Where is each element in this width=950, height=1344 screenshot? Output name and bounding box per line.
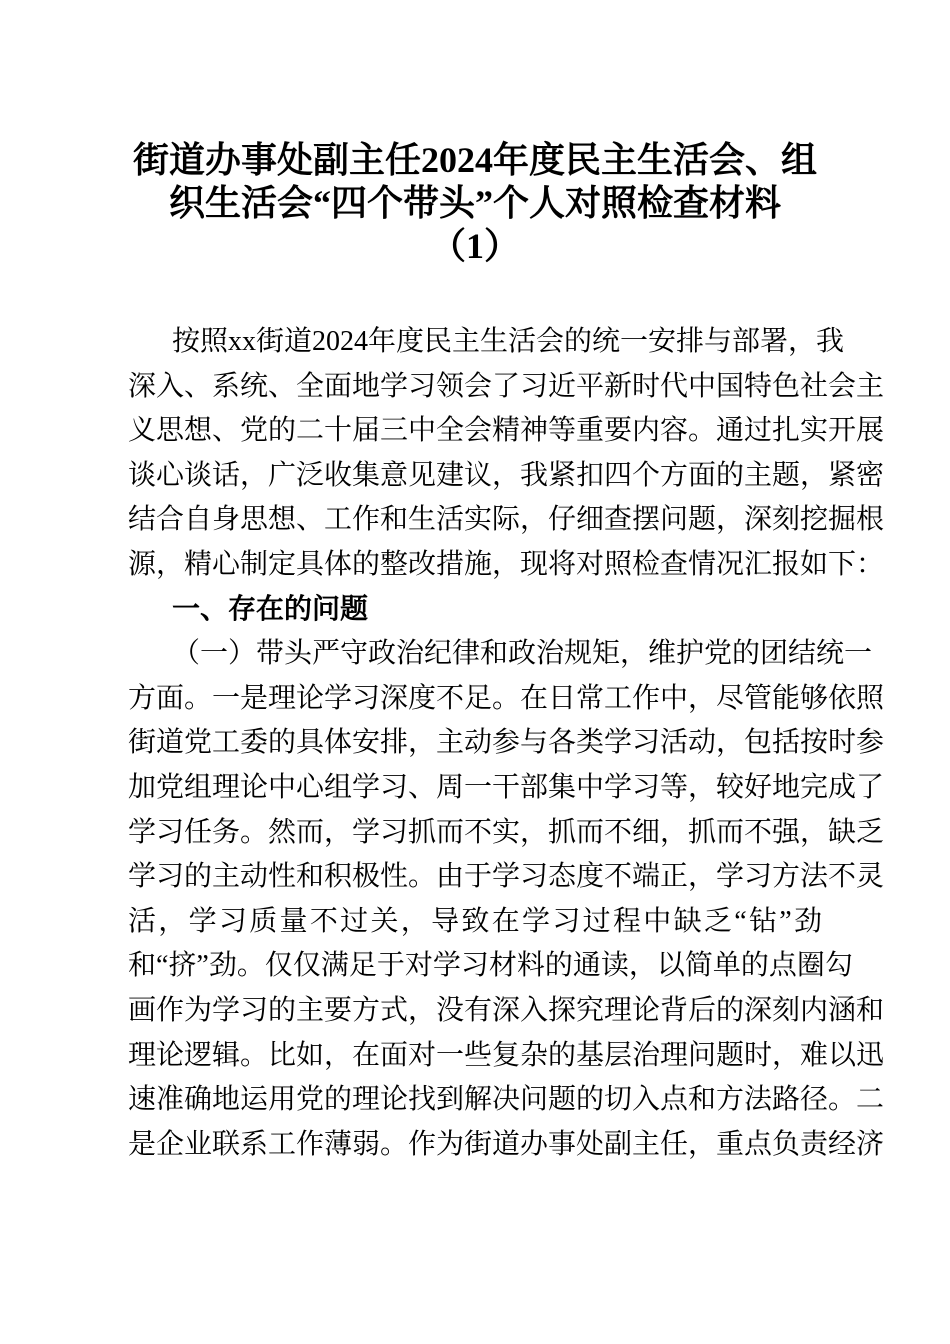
section-line: 街道党工委的具体安排，主动参与各类学习活动，包括按时参 [128, 727, 885, 759]
title-line-1: 街道办事处副主任2024年度民主生活会、组 [132, 140, 817, 180]
section-line: 理论逻辑。比如，在面对一些复杂的基层治理问题时，难以迅 [128, 1039, 885, 1071]
section-line: 速准确地运用党的理论找到解决问题的切入点和方法路径。二 [128, 1084, 885, 1116]
intro-line: 义思想、党的二十届三中全会精神等重要内容。通过扎实开展 [128, 415, 885, 447]
document-title [100, 139, 850, 268]
section-line: 活，学习质量不过关，导致在学习过程中缺乏“钻”劲 [128, 905, 822, 937]
title-line-3: （1） [429, 226, 520, 266]
section-line: 方面。一是理论学习深度不足。在日常工作中，尽管能够依照 [128, 682, 885, 714]
intro-line: 结合自身思想、工作和生活实际，仔细查摆问题，深刻挖掘根 [128, 504, 885, 536]
section-line: （一）带头严守政治纪律和政治规矩，维护党的团结统一 [172, 638, 873, 670]
intro-line: 按照xx街道2024年度民主生活会的统一安排与部署，我 [172, 326, 845, 357]
section-line: 学习的主动性和积极性。由于学习态度不端正，学习方法不灵 [128, 861, 885, 893]
intro-line: 深入、系统、全面地学习领会了习近平新时代中国特色社会主 [128, 370, 885, 402]
intro-line: 源，精心制定具体的整改措施，现将对照检查情况汇报如下： [128, 548, 885, 580]
section-line: 画作为学习的主要方式，没有深入探究理论背后的深刻内涵和 [128, 994, 885, 1026]
document-body [128, 320, 885, 1167]
section-line: 是企业联系工作薄弱。作为街道办事处副主任，重点负责经济 [128, 1128, 885, 1160]
section-line: 学习任务。然而，学习抓而不实，抓而不细，抓而不强，缺乏 [128, 816, 885, 848]
section-line: 和“挤”劲。仅仅满足于对学习材料的通读，以简单的点圈勾 [128, 950, 853, 982]
title-line-2: 织生活会“四个带头”个人对照检查材料 [168, 183, 781, 223]
section-line: 加党组理论中心组学习、周一干部集中学习等，较好地完成了 [128, 771, 885, 803]
section-heading: 一、存在的问题 [172, 593, 369, 625]
intro-line: 谈心谈话，广泛收集意见建议，我紧扣四个方面的主题，紧密 [128, 459, 885, 491]
